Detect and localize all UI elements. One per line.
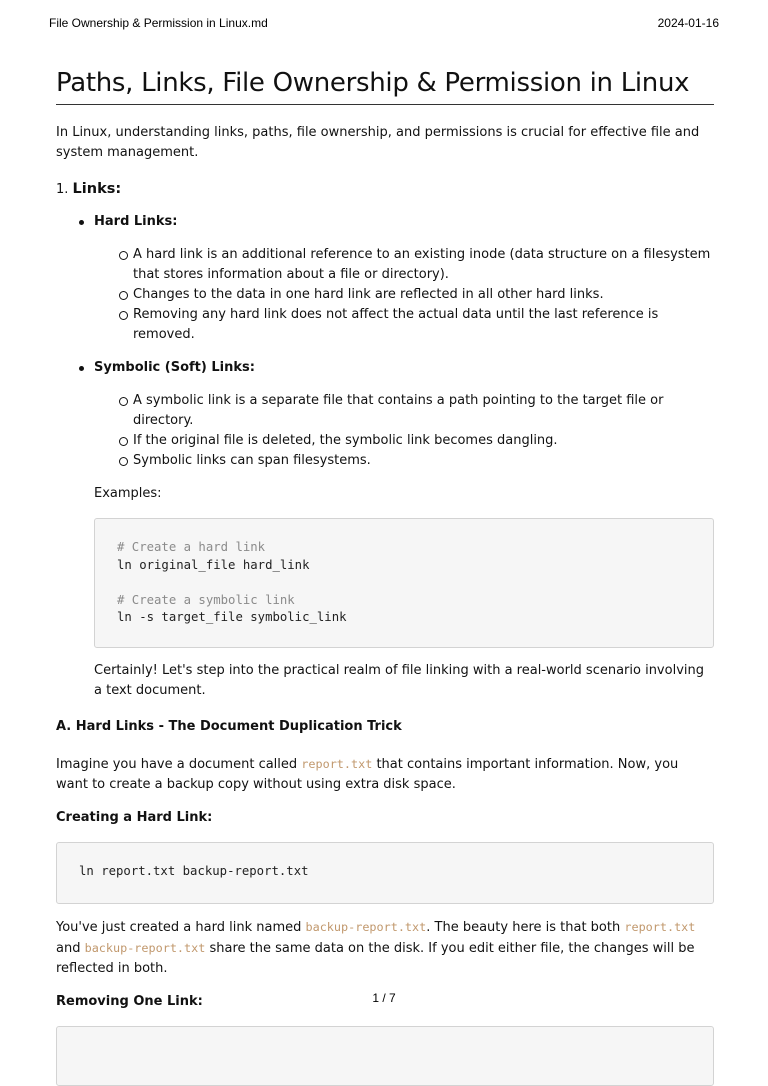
page-title: Paths, Links, File Ownership & Permission in Linux — [56, 64, 714, 105]
list-item: A hard link is an additional reference to an existing inode (data structure on a filesystem that stores information about a file or directory). — [133, 245, 714, 285]
inline-code: report.txt — [301, 757, 373, 771]
list-item: Removing any hard link does not affect the actual data until the last reference is removed. — [133, 305, 714, 345]
code-block-link-examples — [94, 518, 714, 648]
list-item-symbolic-links — [94, 358, 714, 701]
hard-links-scenario-heading: A. Hard Links - The Document Duplication Trick — [56, 719, 402, 734]
examples-label: Examples: — [94, 486, 162, 501]
section-number: 1. — [56, 182, 69, 197]
print-date: 2024-01-16 — [657, 16, 719, 30]
creating-hard-link-heading: Creating a Hard Link: — [56, 810, 213, 825]
symbolic-links-heading: Symbolic (Soft) Links: — [94, 360, 255, 375]
hard-links-sublist — [133, 245, 714, 345]
code-block-create-hard-link — [56, 842, 714, 904]
list-item: If the original file is deleted, the symbolic link becomes dangling. — [133, 431, 714, 451]
result-paragraph: You've just created a hard link named backup-report.txt. The beauty here is that both report.txt and backup-report.txt share the same data on the disk. If you edit either file, the changes will be reflected in both. — [56, 920, 696, 976]
inline-code: report.txt — [624, 920, 696, 934]
inline-code: backup-report.txt — [305, 920, 427, 934]
inline-code: backup-report.txt — [84, 941, 206, 955]
print-header — [49, 16, 719, 32]
removing-one-link-heading: Removing One Link: — [56, 994, 203, 1009]
list-item: Changes to the data in one hard link are reflected in all other hard links. — [133, 285, 714, 305]
links-list — [94, 212, 714, 701]
practical-intro-paragraph: Certainly! Let's step into the practical realm of file linking with a real-world scenario involving a text document. — [94, 663, 704, 698]
list-item: A symbolic link is a separate file that contains a path pointing to the target file or directory. — [133, 391, 714, 431]
hard-links-heading: Hard Links: — [94, 214, 178, 229]
section-title: Links: — [72, 181, 122, 197]
list-item-hard-links — [94, 212, 714, 345]
symbolic-links-sublist — [133, 391, 714, 471]
code-comment: # Create a hard link — [117, 540, 266, 554]
code-comment: # Create a symbolic link — [117, 592, 295, 607]
code-line: ln original_file hard_link — [117, 557, 310, 572]
scenario-paragraph: Imagine you have a document called report.txt that contains important information. Now, you want to create a backup copy without using extra disk space. — [56, 757, 679, 792]
list-item: Symbolic links can span filesystems. — [133, 451, 714, 471]
code-line: ln report.txt backup-report.txt — [79, 864, 309, 878]
code-block-remove-link — [56, 1026, 714, 1086]
page-number: 1 / 7 — [372, 991, 396, 1005]
section-links-heading — [56, 178, 714, 201]
document-filename: File Ownership & Permission in Linux.md — [49, 16, 268, 30]
intro-paragraph: In Linux, understanding links, paths, file ownership, and permissions is crucial for effective file and system management. — [56, 125, 700, 160]
code-line: ln -s target_file symbolic_link — [117, 610, 347, 624]
